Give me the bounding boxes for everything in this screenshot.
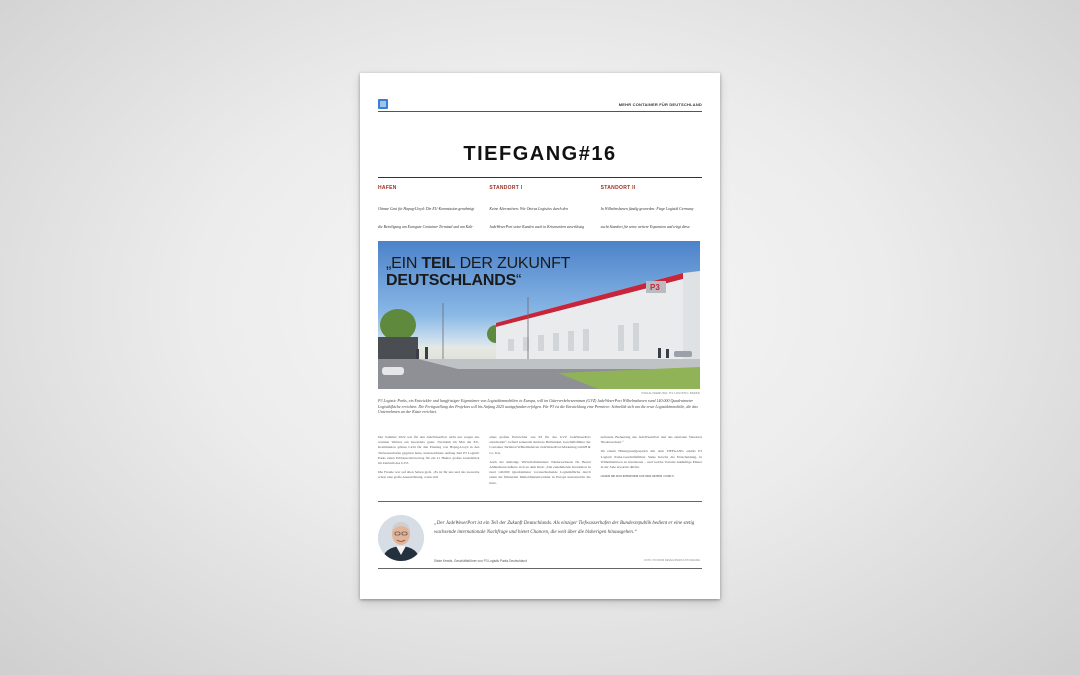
footer-rule	[378, 568, 702, 569]
avatar	[378, 515, 424, 561]
photo-credit: FOTO: P3 FROM DEVELOPERS FOTOGRAFIE	[644, 559, 700, 562]
header-rule	[378, 111, 702, 112]
toc-label: STANDORT II	[600, 185, 636, 191]
hero-headline: „EIN TEIL DER ZUKUNFT DEUTSCHLANDS“	[386, 255, 571, 289]
jadeweserport-logo-icon	[378, 99, 388, 109]
header-tagline: MEHR CONTAINER FÜR DEUTSCHLAND	[618, 102, 702, 107]
article-body	[378, 435, 702, 490]
toc-text: Ottmar Gast für Hapag-Lloyd: Die EU-Kommission genehmigt die Beteiligung am Eurogate Container Terminal und am Kali-	[378, 207, 475, 229]
page-title: TIEFGANG#16	[463, 143, 617, 165]
toc-text: In Wilhelmshaven fündig geworden: Fiege Logistik Germany sucht Standort für seine weitere Expansion und trägt diese.	[600, 207, 694, 229]
article-column-3: nationale Bedeutung des JadeWeserPort und des zentralen Standorts Niedersachsen.“ Im einem Hintergrundgespräch mit dem TIEFGANG erklärt P3 Logistic Parks-Geschäftsführer Sieke Kewitz die Entscheidung, in Wilhelmshaven zu investieren – und welche Vorteile zukünftige Mieter in der Jade erwarten dürfen. LESEN SIE DAS INTERVIEW AUF DEN SEITEN 4 UND 5.	[600, 435, 702, 479]
article-column-1: Der Sommer 2022 war für den JadeWeserPort nicht nur wegen des warmen Wetters ein besonders guter. Nachdem im Mai die EU-Kommission grünes Licht für den Einstieg von Hapag-Lloyd in den Tiefwasserhafen gegeben hatte, unterzeichnete Anfang Juni P3 Logistic Parks einen Erbbaurechtsvertrag für ein 21 Hektar großes Grundstück im Zentrum des GVZ. Die Freude war auf allen Seiten groß. „Es ist für uns und das Gewerbe schon eine große Auszeichnung, wenn sich	[378, 435, 480, 480]
toc-text: Keine Alternativen: Wie Oniras Logistics durch den JadeWeserPort seine Kunden auch in Krisenzeiten zuverlässig	[489, 207, 585, 229]
pullquote-rule	[378, 501, 702, 502]
hero-image	[378, 241, 700, 389]
pull-quote: „Der JadeWeserPort ist ein Teil der Zukunft Deutschlands. Als einziger Tiefwasserhafen der Bundesrepublik bedient er eine stetig wachsende internationale Nachfrage und bietet Chancen, die weit über die bisherigen hinausgehen.“	[434, 521, 695, 535]
article-column-2: eines großen Entwickler wie P3 für das GVZ JadeWeserPort entscheidet“, befand seinerzeit Andreas Bullwinkel, Geschäftsführer der Container Terminal Wilhelmshaven JadeWeserPort-Marketing GmbH & Co. KG. Auch der damalige Wirtschaftsminister Niedersachsens Dr. Bernd Althusmann äußerte sich zu dem Deal: „Die zunehmende Investition in rund 140.000 Quadratmeter voranschreitende Logistikfläche durch einen der führenden Immobilienentwickler in Europa unterstreicht die inter-	[489, 435, 591, 485]
magazine-page	[360, 73, 720, 599]
pull-quote-author: Sieke Kewitz, Geschäftsführer von P3 Logistic Parks Deutschland	[434, 559, 527, 563]
toc-label: HAFEN	[378, 185, 397, 191]
toc-label: STANDORT I	[489, 185, 523, 191]
svg-text:P3: P3	[650, 283, 660, 292]
title-rule	[378, 177, 702, 178]
continue-reading-note[interactable]: LESEN SIE DAS INTERVIEW AUF DEN SEITEN 4 UND 5.	[600, 474, 675, 479]
image-credit: VISUALISIERUNG: P3 LOGISTIC PARKS	[641, 391, 700, 395]
lead-paragraph: P3 Logistic Parks, ein Entwickler und langfristiger Eigentümer von Logistikimmobilien in Europa, will im Güterverkehrszentrum (GVZ) JadeWeserPort Wilhelmshaven rund 140.000 Quadratmeter Logistikfläche errichten. Die Fertigstellung des Projektes soll bis Anfang 2025 stattgefunden erfolgen. Für P3 ist die Entwicklung eine Premiere: Schnelldt sich um die erste Logistikimmobilie, die das Unternehmen an der Küste errichtet.	[378, 398, 698, 415]
